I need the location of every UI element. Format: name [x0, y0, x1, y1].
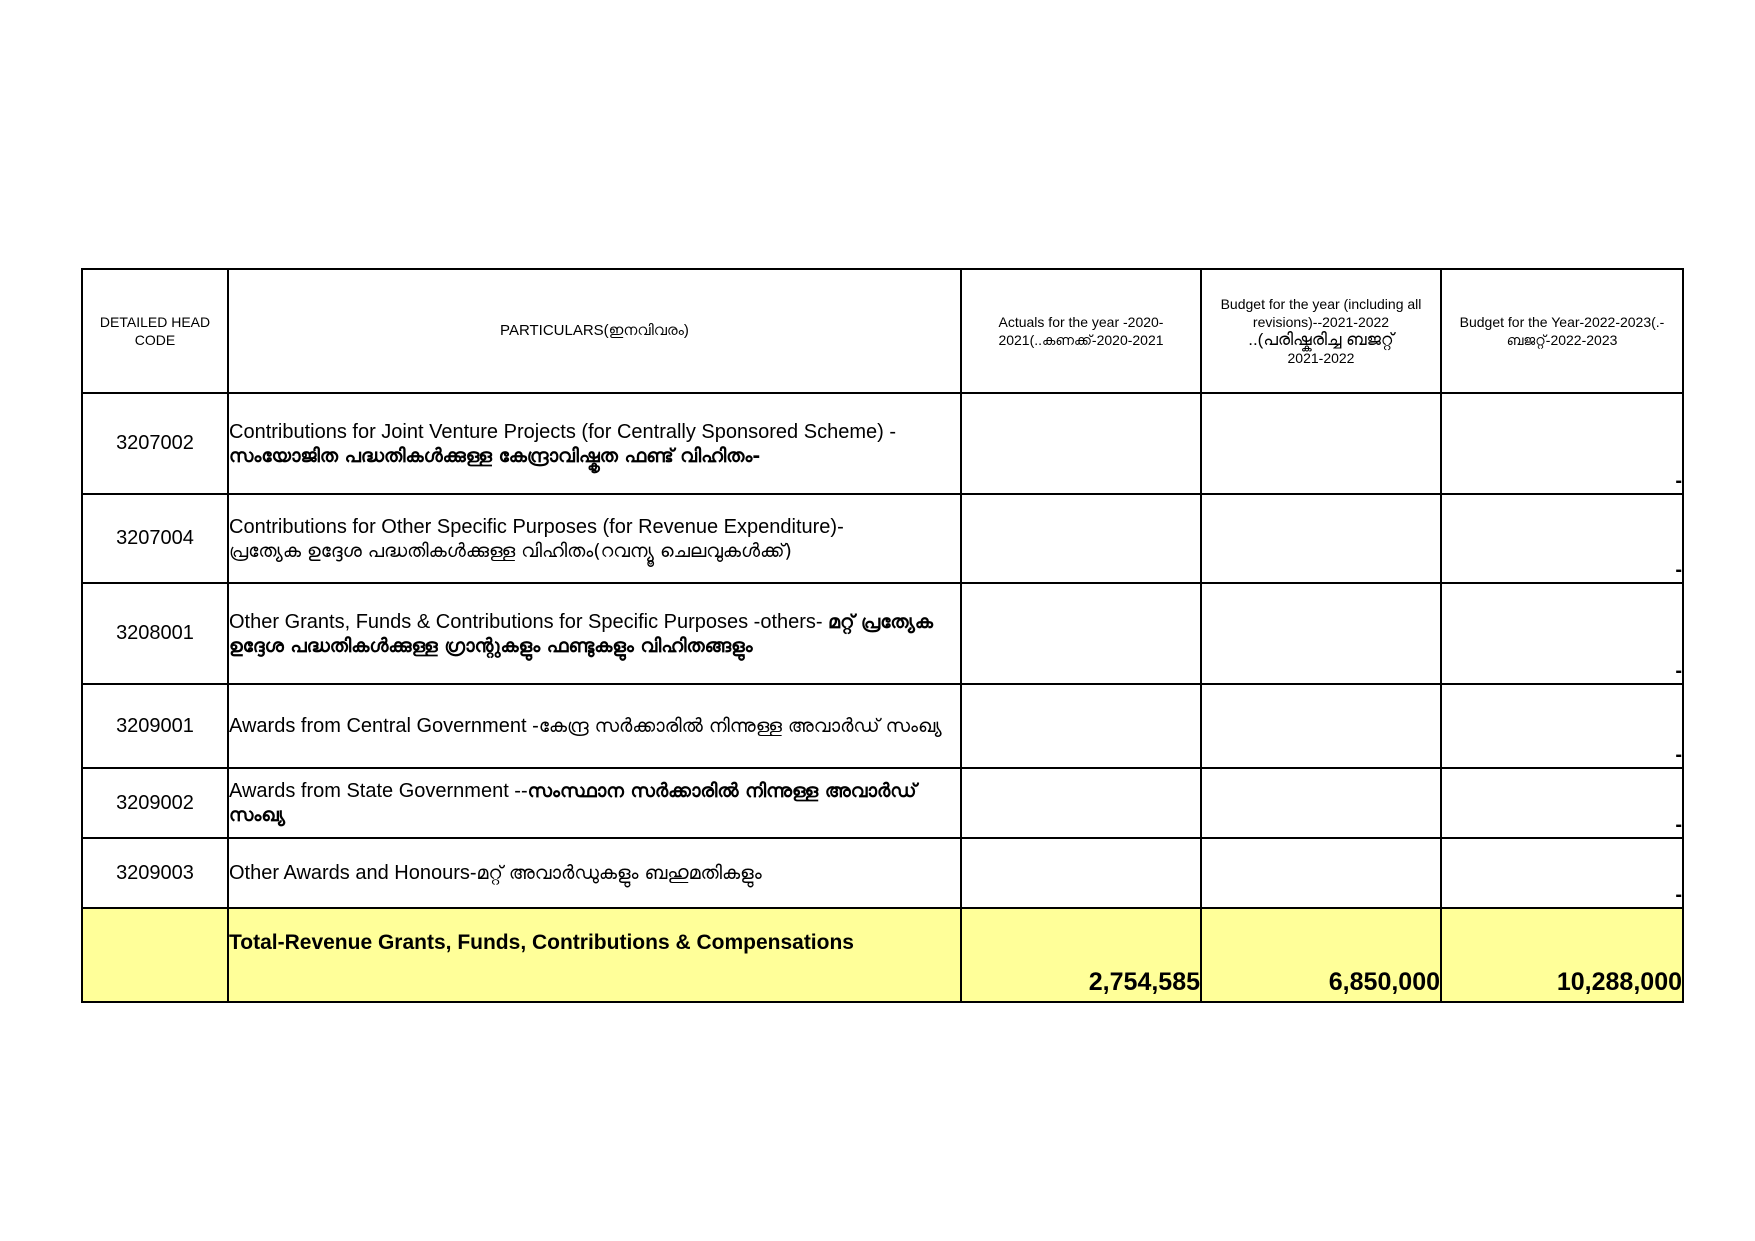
header-revised-en: Budget for the year (including all revisions)--2021-2022 — [1220, 296, 1422, 330]
row-budget: - — [1441, 684, 1683, 768]
row-revised — [1201, 768, 1441, 838]
header-particulars: PARTICULARS(ഇനവിവരം) — [228, 269, 961, 393]
row-actuals — [961, 393, 1201, 494]
particulars-ml: മറ്റ് പ്രത്യേക ഉദ്ദേശ പദ്ധതികൾക്കുള്ള ഗ്രാന്റുകളും ഫണ്ടുകളും വിഹിതങ്ങളും — [229, 610, 934, 657]
particulars-ml: പ്രത്യേക ഉദ്ദേശ പദ്ധതികൾക്കുള്ള വിഹിതം(റവന്യൂ ചെലവുകൾക്ക്) — [229, 539, 792, 562]
particulars-en: Other Grants, Funds & Contributions for Specific Purposes -others- — [229, 610, 829, 633]
row-actuals — [961, 684, 1201, 768]
row-code: 3209002 — [82, 768, 228, 838]
row-budget: - — [1441, 393, 1683, 494]
table-row — [82, 583, 1683, 684]
row-revised — [1201, 494, 1441, 583]
row-particulars — [228, 838, 961, 908]
row-code: 3208001 — [82, 583, 228, 684]
particulars-ml: സംയോജിത പദ്ധതികൾക്കുള്ള കേന്ദ്രാവിഷ്കൃത ഫണ്ട് വിഹിതം- — [229, 444, 761, 467]
row-revised — [1201, 583, 1441, 684]
row-code: 3209001 — [82, 684, 228, 768]
particulars-en: Contributions for Joint Venture Projects (for Centrally Sponsored Scheme) - — [229, 420, 896, 443]
row-budget: - — [1441, 583, 1683, 684]
table-row — [82, 393, 1683, 494]
particulars-en: Contributions for Other Specific Purposes (for Revenue Expenditure)- — [229, 515, 844, 538]
row-code: 3209003 — [82, 838, 228, 908]
table-row — [82, 838, 1683, 908]
particulars-ml: സംസ്ഥാന സർക്കാരിൽ നിന്നുള്ള അവാർഡ് സംഖ്യ — [229, 780, 917, 826]
table-row — [82, 768, 1683, 838]
row-actuals — [961, 838, 1201, 908]
row-budget: - — [1441, 768, 1683, 838]
row-actuals — [961, 494, 1201, 583]
row-revised — [1201, 684, 1441, 768]
particulars-en: Awards from State Government -- — [229, 780, 528, 802]
header-budget: Budget for the Year-2022-2023(.-ബജറ്റ്-2022-2023 — [1441, 269, 1683, 393]
total-row — [82, 908, 1683, 1002]
row-revised — [1201, 838, 1441, 908]
particulars-en: Other Awards and Honours- — [229, 862, 477, 884]
row-budget: - — [1441, 838, 1683, 908]
total-label: Total-Revenue Grants, Funds, Contributions & Compensations — [228, 908, 961, 1002]
row-code: 3207002 — [82, 393, 228, 494]
table-row — [82, 494, 1683, 583]
total-actuals: 2,754,585 — [961, 908, 1201, 1002]
row-particulars — [228, 494, 961, 583]
particulars-ml: കേന്ദ്ര സർക്കാരിൽ നിന്നുള്ള അവാർഡ് സംഖ്യ — [538, 715, 942, 737]
particulars-ml: മറ്റ് അവാർഡുകളും ബഹുമതികളും — [476, 862, 762, 884]
header-revised-budget — [1201, 269, 1441, 393]
header-code: DETAILED HEAD CODE — [82, 269, 228, 393]
header-revised-ml: ..(പരിഷ്കരിച്ച ബജറ്റ് — [1248, 330, 1394, 349]
row-budget: - — [1441, 494, 1683, 583]
header-revised-year: 2021-2022 — [1287, 350, 1355, 366]
row-code: 3207004 — [82, 494, 228, 583]
row-particulars — [228, 393, 961, 494]
table-row — [82, 684, 1683, 768]
row-actuals — [961, 583, 1201, 684]
row-particulars — [228, 583, 961, 684]
table-header-row — [82, 269, 1683, 393]
budget-table — [81, 268, 1684, 1003]
header-actuals: Actuals for the year -2020-2021(..കണക്ക്-2020-2021 — [961, 269, 1201, 393]
total-revised: 6,850,000 — [1201, 908, 1441, 1002]
particulars-en: Awards from Central Government - — [229, 715, 539, 737]
row-revised — [1201, 393, 1441, 494]
row-particulars — [228, 768, 961, 838]
total-budget: 10,288,000 — [1441, 908, 1683, 1002]
total-code-cell — [82, 908, 228, 1002]
row-actuals — [961, 768, 1201, 838]
row-particulars — [228, 684, 961, 768]
